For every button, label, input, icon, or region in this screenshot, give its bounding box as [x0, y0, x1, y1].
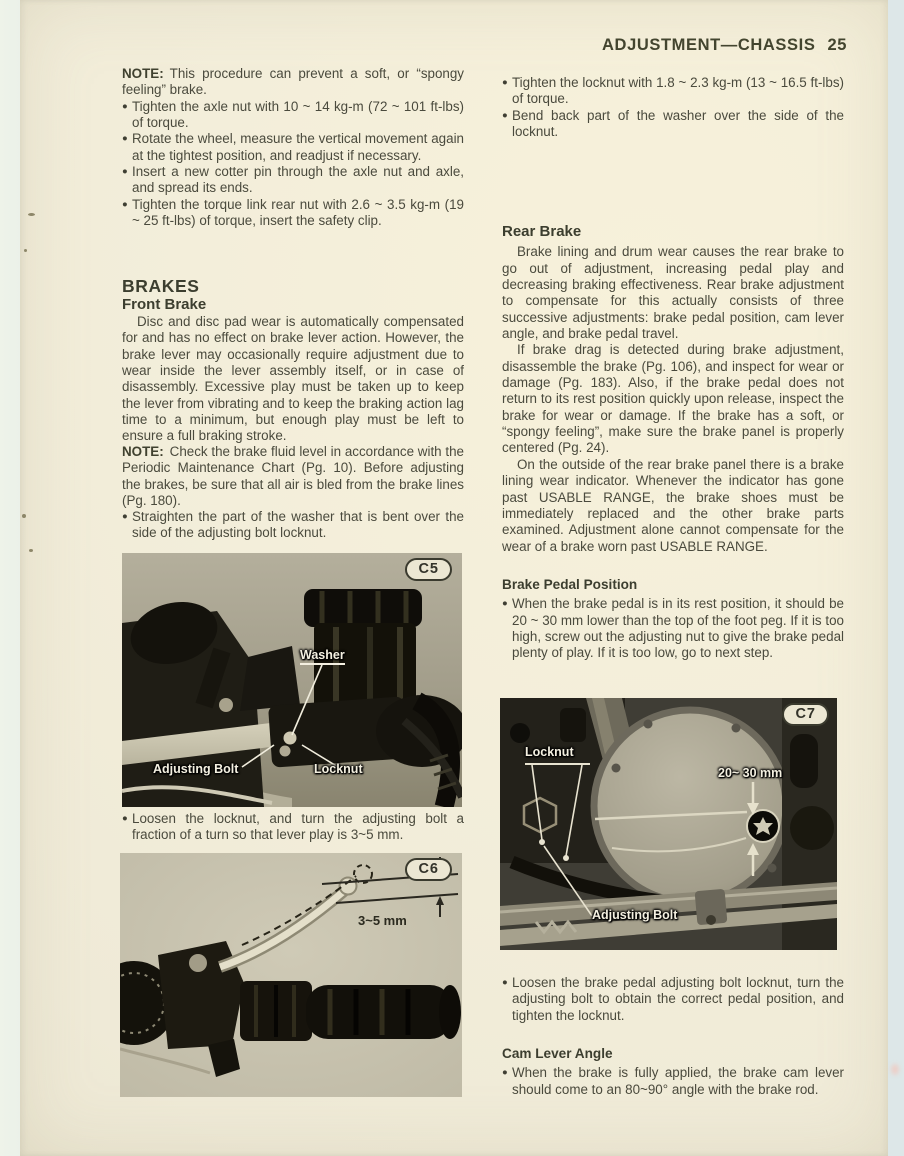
- lever-play-dimension-label: 3~5 mm: [358, 913, 407, 928]
- list-item: [502, 596, 844, 661]
- front-brake-paragraph-block: [122, 314, 464, 445]
- paragraph: On the outside of the rear brake panel there is a brake lining wear indicator. Whenever the indicator has gone past USABLE RANGE, the brake shoes must be immediately replaced and the other brake parts examined. Adjustment alone cannot compensate for the wear of a brake worn past USABLE RANGE.: [502, 456, 844, 554]
- subsection-heading-front-brake: Front Brake: [122, 296, 207, 313]
- front-brake-intro-block: [122, 66, 464, 229]
- bullet-text: Loosen the locknut, and turn the adjusting bolt a fraction of a turn so that lever play is 3~5 mm.: [132, 811, 464, 843]
- paragraph: Disc and disc pad wear is automatically compensated for and has no effect on brake lever action. However, the brake lever may occasionally require adjustment due to wear inside the lever assembly itself, or in case of disassembly. Excessive play must be taken up to keep the lever from vibrating and to keep the braking action lag time to a minimum, but enough play must be left to ensure a full braking stroke.: [122, 314, 464, 444]
- bullet-icon: ●: [122, 198, 128, 210]
- list-item: [502, 75, 844, 108]
- bullet-icon: ●: [122, 100, 128, 112]
- bullet-icon: ●: [122, 133, 128, 145]
- note-text: Check the brake fluid level in accordance with the Periodic Maintenance Chart (Pg. 10). Before adjusting the brakes, be sure that all air is bled from the brake lines (Pg. 180).: [122, 444, 464, 509]
- list-item: [122, 509, 464, 542]
- figure-tag-c6: C6: [405, 858, 452, 881]
- straighten-washer-block: [122, 509, 464, 542]
- list-item: [122, 164, 464, 197]
- list-item: [122, 131, 464, 164]
- paragraph: Brake lining and drum wear causes the rear brake to go out of adjustment, increasing pedal play and decreasing braking effectiveness. Rear brake adjustment to compensate for this actually consists of three successive adjustments: brake pedal position, cam lever angle, and brake pedal travel.: [502, 244, 844, 342]
- bullet-text: Tighten the locknut with 1.8 ~ 2.3 kg-m (13 ~ 16.5 ft-lbs) of torque.: [512, 75, 844, 107]
- minor-heading-brake-pedal-position: Brake Pedal Position: [502, 577, 638, 592]
- adjusting-bolt-callout-label: Adjusting Bolt: [153, 762, 239, 776]
- minor-heading-cam-lever-angle: Cam Lever Angle: [502, 1046, 613, 1061]
- subsection-heading-rear-brake: Rear Brake: [502, 223, 582, 240]
- note-text: This procedure can prevent a soft, or “spongy feeling” brake.: [122, 66, 464, 98]
- list-item: [502, 1065, 844, 1098]
- bullet-icon: ●: [122, 813, 128, 824]
- list-item: [122, 197, 464, 230]
- list-item: [502, 108, 844, 141]
- cam-lever-angle-section: [502, 1046, 844, 1098]
- page-title: ADJUSTMENT—CHASSIS: [602, 36, 816, 54]
- adjusting-bolt-callout-label: Adjusting Bolt: [592, 908, 678, 922]
- scan-speck: [29, 549, 33, 552]
- bullet-text: Rotate the wheel, measure the vertical movement again at the tightest position, and readjust if necessary.: [132, 131, 464, 163]
- pedal-height-dimension-label: 20~ 30 mm: [718, 766, 783, 780]
- washer-callout-label: Washer: [300, 648, 345, 665]
- page-number: 25: [827, 36, 847, 54]
- scan-smudge: [891, 1064, 899, 1075]
- bullet-text: When the brake pedal is in its rest position, it should be 20 ~ 30 mm lower than the top of the foot peg. If it is too high, screw out the adjusting nut to give the brake pedal plenty of play. If it is too low, go to next step.: [512, 596, 844, 661]
- note-label: NOTE:: [122, 66, 164, 81]
- scan-speck: [28, 213, 35, 216]
- bullet-text: Tighten the axle nut with 10 ~ 14 kg-m (72 ~ 101 ft-lbs) of torque.: [132, 98, 464, 131]
- manual-page: [20, 0, 888, 1156]
- figure-c6-brake-lever-photo: [120, 853, 462, 1097]
- bullet-text: Insert a new cotter pin through the axle nut and axle, and spread its ends.: [132, 164, 464, 196]
- bullet-icon: ●: [502, 598, 508, 610]
- bullet-icon: ●: [502, 1067, 508, 1079]
- loosen-pedal-bolt-block: [502, 975, 844, 1024]
- bullet-icon: ●: [502, 109, 508, 121]
- front-brake-note-block: [122, 444, 464, 509]
- figure-tag-c7: C7: [782, 703, 829, 726]
- bullet-text: When the brake is fully applied, the brake cam lever should come to an 80~90° angle with the brake rod.: [512, 1065, 844, 1097]
- note-label: NOTE:: [122, 444, 164, 459]
- brake-lever-photo-illustration: [120, 853, 462, 1097]
- bullet-icon: ●: [502, 977, 508, 988]
- locknut-callout-label: Locknut: [314, 762, 363, 776]
- scan-speck: [22, 514, 26, 518]
- locknut-callout-label: Locknut: [525, 745, 574, 759]
- scan-speck: [24, 249, 27, 252]
- bullet-text: Bend back part of the washer over the side of the locknut.: [512, 107, 844, 140]
- section-heading-brakes: BRAKES: [122, 276, 200, 296]
- note-paragraph: [122, 66, 464, 99]
- bullet-text: Straighten the part of the washer that is bent over the side of the adjusting bolt locknut.: [132, 509, 464, 541]
- figure-c7-rear-brake-photo: [500, 698, 837, 950]
- paragraph: If brake drag is detected during brake adjustment, disassemble the brake (Pg. 106), and inspect for wear or damage (Pg. 183). Also, if the brake pedal does not return to its rest position quickly upon release, inspect the brake for wear or damage. If the brake has a soft, or “spongy feeling”, make sure the brake panel is properly centered (Pg. 24).: [502, 342, 844, 456]
- figure-c5-front-brake-photo: [122, 553, 462, 807]
- list-item: [122, 99, 464, 132]
- bullet-text: Loosen the brake pedal adjusting bolt locknut, turn the adjusting bolt to obtain the correct pedal position, and tighten the locknut.: [512, 975, 844, 1023]
- list-item: [122, 811, 464, 844]
- locknut-torque-block: [502, 75, 844, 140]
- bullet-icon: ●: [122, 511, 128, 522]
- note-paragraph: [122, 444, 464, 509]
- rear-brake-section: [502, 224, 844, 555]
- list-item: [502, 975, 844, 1024]
- page-header: [502, 36, 847, 55]
- bullet-text: Tighten the torque link rear nut with 2.6 ~ 3.5 kg-m (19 ~ 25 ft-lbs) of torque, insert the safety clip.: [132, 196, 464, 229]
- loosen-locknut-block: [122, 811, 464, 844]
- bullet-icon: ●: [502, 77, 508, 88]
- figure-tag-c5: C5: [405, 558, 452, 581]
- bullet-icon: ●: [122, 166, 128, 178]
- brake-pedal-position-section: [502, 577, 844, 662]
